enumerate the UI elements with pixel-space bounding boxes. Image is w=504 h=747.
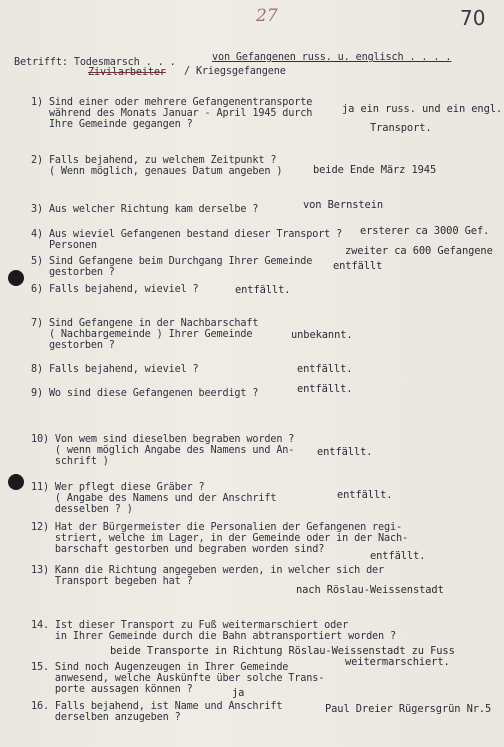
question-10-line-2: ( wenn möglich Angabe des Namens und An- xyxy=(31,445,295,456)
question-13-line-2: Transport begeben hat ? xyxy=(31,576,193,587)
page-number: 70 xyxy=(460,6,486,30)
answer-15: ja xyxy=(232,687,245,699)
question-8: 8) Falls bejahend, wieviel ? xyxy=(31,364,199,375)
answer-14-line-2: weitermarschiert. xyxy=(345,656,450,668)
answer-5: entfällt xyxy=(333,260,383,272)
question-1: 1) Sind einer oder mehrere Gefangenentransporte xyxy=(31,97,313,108)
subject-prefix: Betrifft: Todesmarsch . . . xyxy=(14,57,176,68)
question-7-line-3: gestorben ? xyxy=(31,340,115,351)
question-7: 7) Sind Gefangene in der Nachbarschaft xyxy=(31,318,259,329)
question-12-line-3: barschaft gestorben und begraben worden sind? xyxy=(31,544,325,555)
answer-16: Paul Dreier Rügersgrün Nr.5 xyxy=(325,703,492,715)
answer-9: entfällt. xyxy=(297,383,353,395)
punch-hole xyxy=(8,270,24,286)
question-11-line-2: ( Angabe des Namens und der Anschrift xyxy=(31,493,277,504)
crossed-out-word: Zivilarbeiter xyxy=(88,67,166,78)
subject-line-two: / Kriegsgefangene xyxy=(178,66,286,77)
answer-6: entfällt. xyxy=(235,284,291,296)
answer-10: entfällt. xyxy=(317,446,373,458)
answer-11: entfällt. xyxy=(337,489,393,501)
question-5: 5) Sind Gefangene beim Durchgang Ihrer Gemeinde xyxy=(31,256,313,267)
question-16-line-2: derselben anzugeben ? xyxy=(31,712,181,723)
question-6: 6) Falls bejahend, wieviel ? xyxy=(31,284,199,295)
question-11: 11) Wer pflegt diese Gräber ? xyxy=(31,482,205,493)
answer-4-line-2: zweiter ca 600 Gefangene xyxy=(345,245,493,257)
question-12: 12) Hat der Bürgermeister die Personalien der Gefangenen regi- xyxy=(31,522,402,533)
answer-12: entfällt. xyxy=(370,550,426,562)
handwritten-annotation: 27 xyxy=(256,6,278,26)
answer-1-line-2: Transport. xyxy=(370,122,432,134)
question-11-line-3: desselben ? ) xyxy=(31,504,133,515)
question-2-line-2: ( Wenn möglich, genaues Datum angeben ) xyxy=(31,166,283,177)
question-16: 16. Falls bejahend, ist Name und Anschrift xyxy=(31,701,283,712)
answer-8: entfällt. xyxy=(297,363,353,375)
question-15: 15. Sind noch Augenzeugen in Ihrer Gemeinde xyxy=(31,662,289,673)
question-1-line-2: während des Monats Januar - April 1945 durch xyxy=(31,108,313,119)
answer-1: ja ein russ. und ein engl. xyxy=(342,103,503,115)
question-4-line-2: Personen xyxy=(31,240,97,251)
question-2: 2) Falls bejahend, zu welchem Zeitpunkt ? xyxy=(31,155,277,166)
answer-14: beide Transporte in Richtung Röslau-Weissenstadt zu Fuss xyxy=(110,645,455,657)
question-5-line-2: gestorben ? xyxy=(31,267,115,278)
question-10: 10) Von wem sind dieselben begraben worden ? xyxy=(31,434,295,445)
question-13: 13) Kann die Richtung angegeben werden, in welcher sich der xyxy=(31,565,385,576)
question-3: 3) Aus welcher Richtung kam derselbe ? xyxy=(31,204,259,215)
question-9: 9) Wo sind diese Gefangenen beerdigt ? xyxy=(31,388,259,399)
question-4: 4) Aus wieviel Gefangenen bestand dieser Transport ? xyxy=(31,229,343,240)
question-12-line-2: striert, welche im Lager, in der Gemeinde oder in der Nach- xyxy=(31,533,408,544)
punch-hole xyxy=(8,474,24,490)
subject-detail: von Gefangenen russ. u. englisch . . . . xyxy=(212,52,452,63)
question-1-line-3: Ihre Gemeinde gegangen ? xyxy=(31,119,193,130)
answer-7: unbekannt. xyxy=(291,329,353,341)
question-15-line-2: anwesend, welche Auskünfte über solche Trans- xyxy=(31,673,325,684)
answer-2: beide Ende März 1945 xyxy=(313,164,437,176)
question-14-line-2: in Ihrer Gemeinde durch die Bahn abtransportiert worden ? xyxy=(31,631,396,642)
answer-4: ersterer ca 3000 Gef. xyxy=(360,225,490,237)
answer-3: von Bernstein xyxy=(303,199,384,211)
answer-13: nach Röslau-Weissenstadt xyxy=(296,584,444,596)
question-15-line-3: porte aussagen können ? xyxy=(31,684,193,695)
question-7-line-2: ( Nachbargemeinde ) Ihrer Gemeinde xyxy=(31,329,253,340)
question-14: 14. Ist dieser Transport zu Fuß weitermarschiert oder xyxy=(31,620,349,631)
question-10-line-3: schrift ) xyxy=(31,456,109,467)
